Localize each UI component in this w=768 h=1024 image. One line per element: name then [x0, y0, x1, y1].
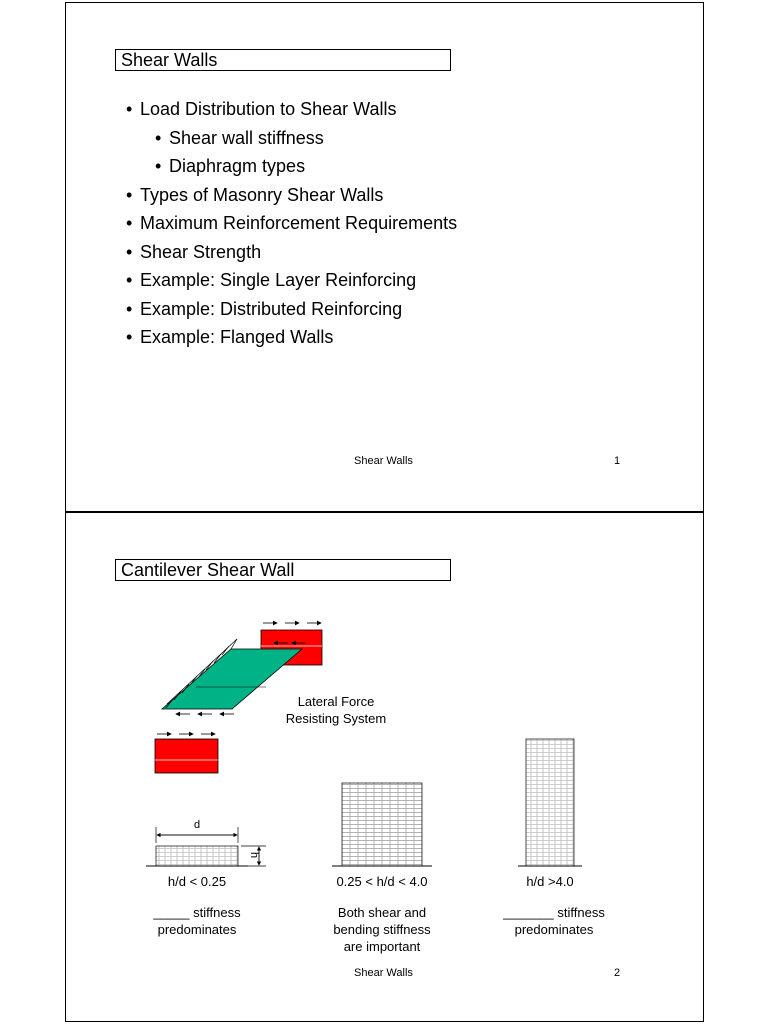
squat-wall	[156, 846, 238, 866]
desc-line: predominates	[157, 922, 237, 937]
desc-line: bending stiffness	[333, 922, 431, 937]
sub-bullet-item: • Shear wall stiffness	[126, 124, 457, 153]
bullet-item: • Example: Flanged Walls	[126, 323, 457, 352]
slide-2-title: Cantilever Shear Wall	[115, 559, 451, 581]
dimension-d-label: d	[194, 819, 201, 831]
desc-squat	[132, 904, 262, 938]
bullet-item: • Types of Masonry Shear Walls	[126, 181, 457, 210]
bullet-item: • Shear Strength	[126, 238, 457, 267]
bullet-item: • Maximum Reinforcement Requirements	[126, 209, 457, 238]
bullet-item: • Example: Single Layer Reinforcing	[126, 266, 457, 295]
desc-line: predominates	[514, 922, 594, 937]
lower-red-wall	[155, 739, 218, 773]
page-number: 1	[614, 455, 621, 467]
slide-1	[65, 2, 704, 512]
tall-wall	[526, 739, 574, 866]
lateral-force-label	[271, 693, 401, 727]
ratio-label-tall: h/d >4.0	[526, 874, 574, 889]
ratio-label-medium: 0.25 < h/d < 4.0	[336, 874, 428, 889]
ratio-label-squat: h/d < 0.25	[167, 874, 227, 889]
slide-1-title: Shear Walls	[115, 49, 451, 71]
slide-2	[65, 512, 704, 1022]
desc-line: _____ stiffness	[153, 905, 241, 920]
slide-1-bullet-list	[126, 95, 457, 352]
desc-line: Both shear and	[337, 905, 427, 920]
desc-line: _______ stiffness	[503, 905, 605, 920]
desc-tall	[484, 904, 624, 938]
medium-wall	[342, 783, 422, 866]
lateral-label-line2: Resisting System	[285, 711, 387, 726]
page-number: 2	[614, 967, 621, 979]
footer-text: Shear Walls	[354, 967, 413, 979]
bullet-item: • Load Distribution to Shear Walls	[126, 95, 457, 124]
desc-medium	[312, 904, 452, 955]
lateral-label-line1: Lateral Force	[297, 694, 375, 709]
bullet-item: • Example: Distributed Reinforcing	[126, 295, 457, 324]
sub-bullet-item: • Diaphragm types	[126, 152, 457, 181]
footer-text: Shear Walls	[354, 455, 413, 467]
desc-line: are important	[343, 939, 421, 954]
dimension-h-label: h	[248, 851, 261, 859]
